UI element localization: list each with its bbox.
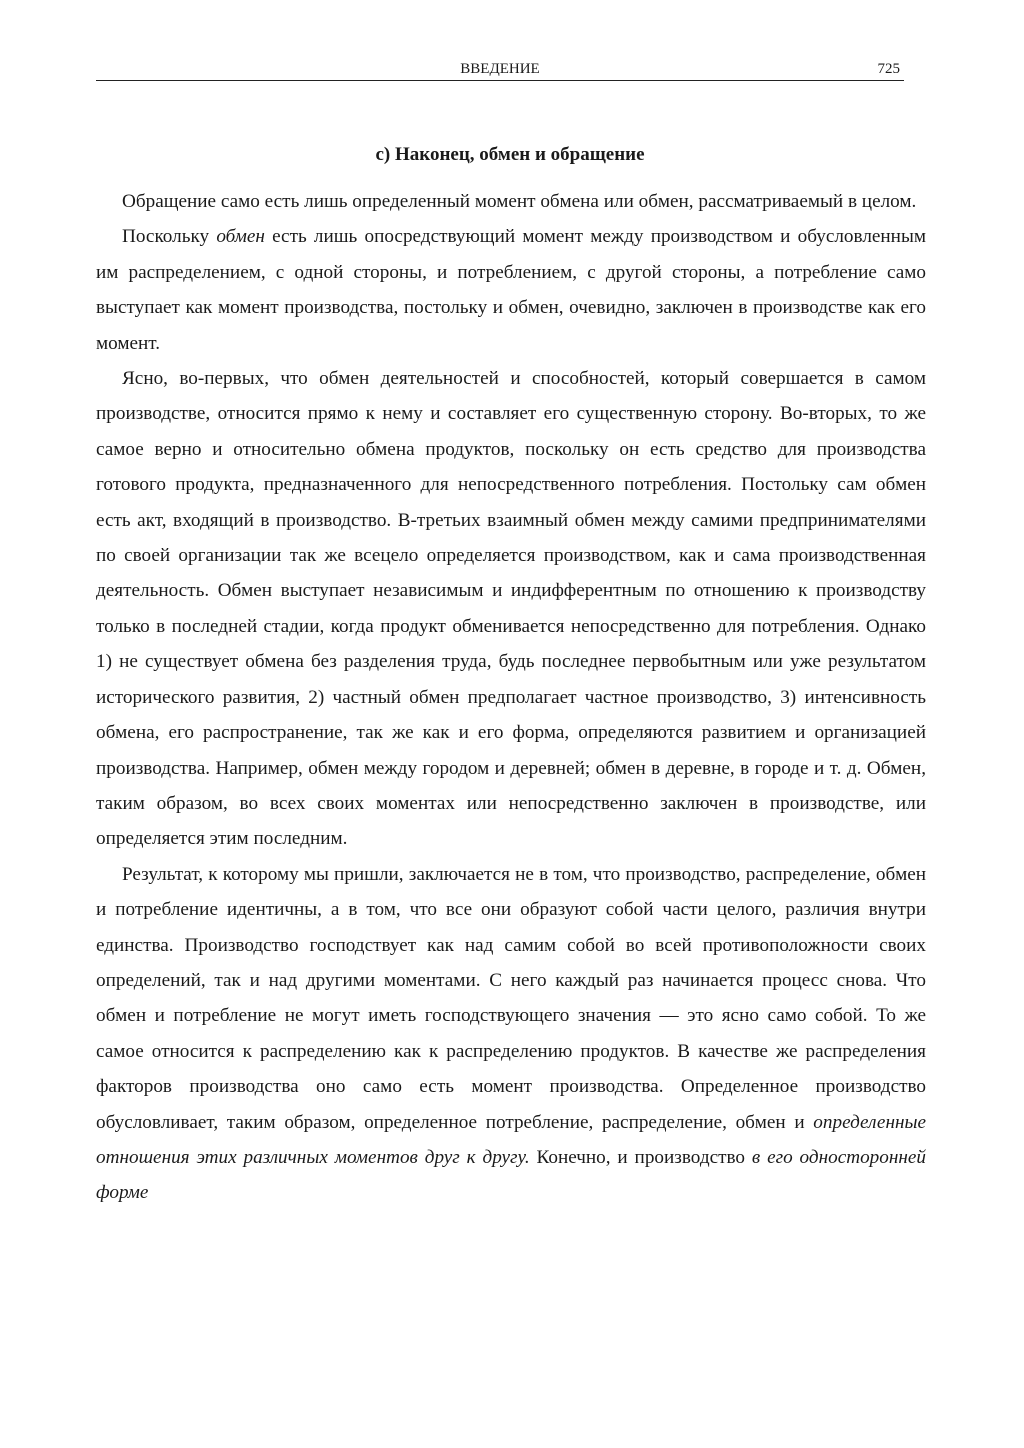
section-heading: с) Наконец, обмен и обращение <box>375 144 645 165</box>
paragraph-4 <box>96 857 926 1211</box>
paragraph-4-text-b: Конечно, и производство <box>529 1146 752 1168</box>
running-header <box>96 60 904 81</box>
body-text <box>96 184 926 1211</box>
paragraph-1 <box>96 184 926 219</box>
paragraph-2-emphasis: обмен <box>216 226 265 248</box>
paragraph-2-text-a: Поскольку <box>122 226 217 248</box>
paragraph-3-text: Ясно, во-первых, что обмен деятельностей и способностей, который совершается в самом производстве, относится прямо к нему и составляет его существенную сторону. Во-вторых, то же самое верно и относительно обмена продуктов, поскольку он есть средство для производства готового продукта, предназначенного для непосредственного потребления. Постольку сам обмен есть акт, входящий в производство. В-третьих взаимный обмен между самими предпринимателями по своей организации так же всецело определяется производством, как и сама производственная деятельность. Обмен выступает независимым и индифферентным по отношению к производству только в последней стадии, когда продукт обменивается непосредственно для потребления. Однако 1) не существует обмена без разделения труда, будь последнее первобытным или уже результатом исторического развития, 2) частный обмен предполагает частное производство, 3) интенсивность обмена, его распространение, так же как и его форма, определяются развитием и организацией производства. Например, обмен между городом и деревней; обмен в деревне, в городе и т. д. Обмен, таким образом, во всех своих моментах или непосредственно заключен в производстве, или определяется этим последним. <box>96 368 926 850</box>
paragraph-1-text: Обращение само есть лишь определенный момент обмена или обмен, рассматриваемый в целом. <box>122 191 917 212</box>
paragraph-2 <box>96 219 926 361</box>
paragraph-4-text-a: Результат, к которому мы пришли, заключается не в том, что производство, распределение, обмен и потребление идентичны, а в том, что все они образуют собой части целого, различия внутри единства. Производство господствует как над самим собой во всей противоположности своих определений, так и над другими моментами. С него каждый раз начинается процесс снова. Что обмен и потребление не могут иметь господствующего значения — это ясно само собой. То же самое относится к распределению как к распределению продуктов. В качестве же распределения факторов производства оно само есть момент производства. Определенное производство обусловливает, таким образом, определенное потребление, распределение, обмен и <box>96 863 926 1133</box>
paragraph-3 <box>96 361 926 857</box>
paragraph-4-emphasis-b: в его односторонней форме <box>96 1146 927 1204</box>
paragraph-2-text-b: есть лишь опосредствующий момент между производством и обусловленным им распределением, с одной стороны, и потреблением, с другой стороны, а потребление само выступает как момент производства, постольку и обмен, очевидно, заключен в производстве как его момент. <box>96 226 926 354</box>
paragraph-4-emphasis-a: определенные отношения этих различных моментов друг к другу. <box>96 1111 926 1168</box>
page-number: 725 <box>877 61 900 77</box>
running-head-title: ВВЕДЕНИЕ <box>460 61 540 77</box>
